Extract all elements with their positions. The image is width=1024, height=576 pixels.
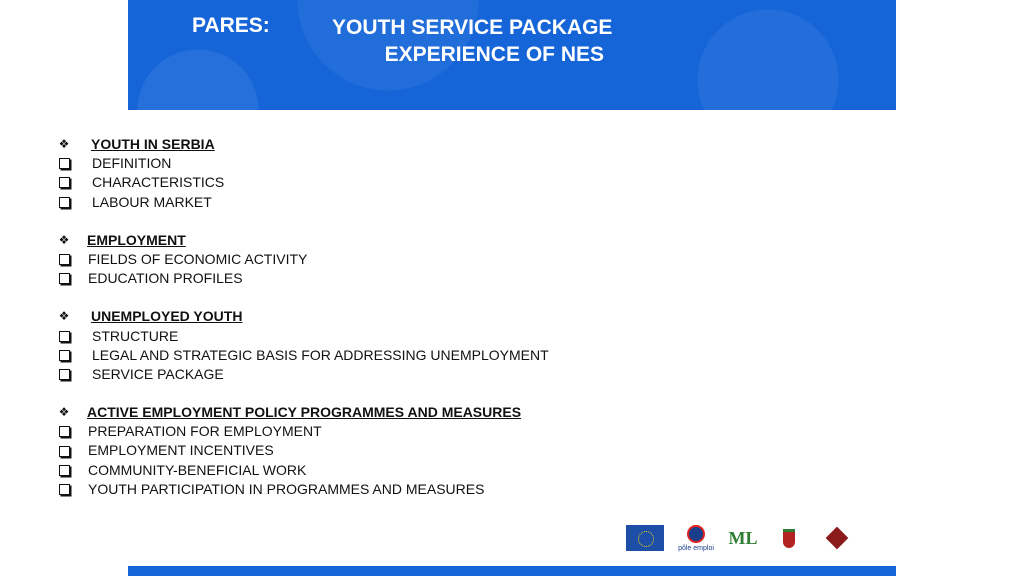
checkbox-bullet-icon [59, 446, 70, 457]
checkbox-bullet-icon [59, 369, 70, 380]
footer-bar [128, 566, 896, 576]
agenda-group [58, 231, 658, 289]
list-item [58, 154, 658, 173]
checkbox-bullet-icon [59, 177, 70, 188]
checkbox-bullet-icon [59, 254, 70, 265]
list-item-label: EDUCATION PROFILES [88, 270, 243, 287]
pole-emploi-mark-icon [687, 525, 705, 543]
group-heading: EMPLOYMENT [87, 231, 186, 248]
slide-title [332, 14, 613, 68]
list-item-label: PREPARATION FOR EMPLOYMENT [88, 423, 322, 440]
list-item [58, 365, 658, 384]
checkbox-bullet-icon [59, 350, 70, 361]
checkbox-bullet-icon [59, 273, 70, 284]
checkbox-bullet-icon [59, 426, 70, 437]
list-item [58, 327, 658, 346]
checkbox-bullet-icon [59, 197, 70, 208]
list-item-label: COMMUNITY-BENEFICIAL WORK [88, 461, 307, 478]
group-heading-row [58, 231, 658, 250]
hungary-coat-of-arms-logo [772, 523, 806, 553]
list-item-label: STRUCTURE [92, 327, 179, 344]
checkbox-bullet-icon [59, 158, 70, 169]
pole-emploi-text: pôle emploi [678, 544, 714, 552]
list-item-label: SERVICE PACKAGE [92, 365, 224, 382]
group-heading: ACTIVE EMPLOYMENT POLICY PROGRAMMES AND MEASURES [87, 404, 522, 421]
agenda-group [58, 403, 658, 499]
pole-emploi-logo [678, 523, 714, 553]
list-item [58, 461, 658, 480]
list-item [58, 269, 658, 288]
diamond-bullet-icon: ❖ [58, 137, 70, 151]
title-line-2: EXPERIENCE OF NES [384, 43, 604, 66]
list-item [58, 173, 658, 192]
list-item-label: DEFINITION [92, 155, 172, 172]
partner-logos [626, 520, 866, 556]
serbia-nes-logo [820, 523, 854, 553]
checkbox-bullet-icon [59, 465, 70, 476]
list-item-label: FIELDS OF ECONOMIC ACTIVITY [88, 250, 308, 267]
list-item-label: EMPLOYMENT INCENTIVES [88, 442, 274, 459]
list-item-label: CHARACTERISTICS [92, 174, 225, 191]
list-item [58, 441, 658, 460]
diamond-bullet-icon: ❖ [58, 232, 70, 247]
checkbox-bullet-icon [59, 484, 70, 495]
list-item [58, 422, 658, 441]
title-line-1: YOUTH SERVICE PACKAGE [332, 16, 613, 39]
list-item [58, 250, 658, 269]
shield-icon [783, 529, 795, 548]
agenda-list [58, 135, 658, 518]
group-heading-row [58, 307, 658, 326]
agenda-group [58, 307, 658, 384]
list-item-label: LABOUR MARKET [92, 193, 212, 210]
list-item [58, 193, 658, 212]
group-heading-row [58, 135, 658, 154]
list-item [58, 480, 658, 499]
eu-flag-logo [626, 525, 664, 551]
title-pares: PARES: [192, 14, 270, 37]
agenda-group [58, 135, 658, 212]
group-heading-row [58, 403, 658, 422]
checkbox-bullet-icon [59, 331, 70, 342]
diamond-bullet-icon: ❖ [58, 309, 70, 324]
ml-logo: ML [728, 527, 758, 548]
group-heading: YOUTH IN SERBIA [91, 136, 215, 152]
list-item-label: LEGAL AND STRATEGIC BASIS FOR ADDRESSING UNEMPLOYMENT [92, 346, 549, 363]
group-heading: UNEMPLOYED YOUTH [91, 308, 243, 325]
list-item-label: YOUTH PARTICIPATION IN PROGRAMMES AND MEASURES [88, 480, 485, 497]
nes-mark-icon [826, 527, 849, 550]
list-item [58, 346, 658, 365]
diamond-bullet-icon: ❖ [58, 405, 70, 420]
